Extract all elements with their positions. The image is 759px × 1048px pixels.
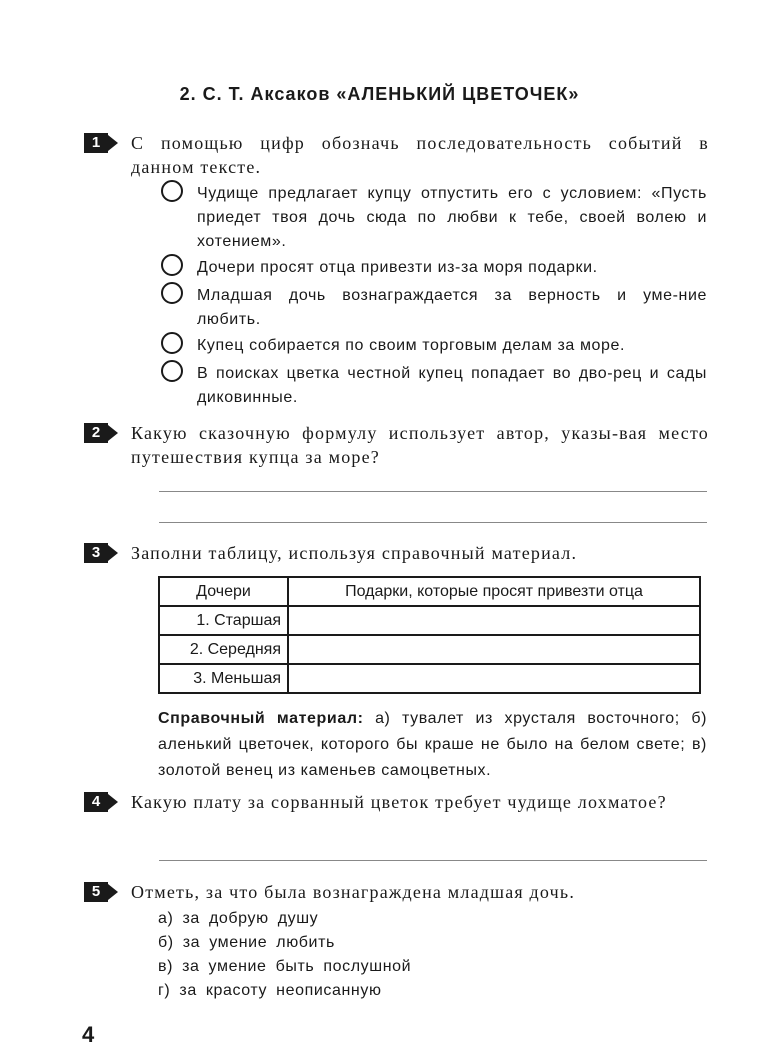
task-1-badge [84,133,120,153]
arrow-icon [108,884,118,900]
reference-material [158,706,707,784]
order-circle-4[interactable] [161,332,183,354]
answer-line[interactable] [159,491,707,492]
table-header-row [159,577,700,606]
table-cell-daughter: 1. Старшая [159,606,288,635]
answer-line[interactable] [159,860,707,861]
task-3-prompt: Заполни таблицу, используя справочный материал. [131,543,578,563]
page-number: 4 [82,1022,95,1047]
option-d[interactable]: г) за красоту неописанную [158,982,382,999]
order-circle-3[interactable] [161,282,183,304]
table-cell-answer[interactable] [288,664,700,693]
task-1-item-3: Младшая дочь вознаграждается за верность и уме-ние любить. [197,287,707,328]
task-2-badge [84,423,120,443]
answer-line[interactable] [159,522,707,523]
table-row [159,635,700,664]
table-row [159,606,700,635]
table-row [159,664,700,693]
task-5-prompt: Отметь, за что была вознаграждена младшая дочь. [131,882,576,902]
page-title: 2. С. Т. Аксаков «АЛЕНЬКИЙ ЦВЕТОЧЕК» [179,84,580,104]
table-cell-daughter: 3. Меньшая [159,664,288,693]
task-3-number: 3 [84,543,108,563]
option-a[interactable]: а) за добрую душу [158,910,319,927]
task-1-item-2: Дочери просят отца привезти из-за моря подарки. [197,259,598,276]
reference-label: Справочный материал: [158,710,364,727]
task-1-item-1: Чудище предлагает купцу отпустить его с условием: «Пусть приедет твоя дочь сюда по любви к тебе, своей волею и хотением». [197,185,707,250]
arrow-icon [108,425,118,441]
table-header-daughters: Дочери [159,577,288,606]
task-1-item-5: В поисках цветка честной купец попадает во дво-рец и сады диковинные. [197,365,707,406]
arrow-icon [108,794,118,810]
task-4-badge [84,792,120,812]
task-5-number: 5 [84,882,108,902]
table-cell-daughter: 2. Середняя [159,635,288,664]
task-1-prompt: С помощью цифр обозначь последовательность событий в данном тексте. [131,133,709,177]
task-3-badge [84,543,120,563]
task-1-number: 1 [84,133,108,153]
task-4-prompt: Какую плату за сорванный цветок требует чудище лохматое? [131,792,667,812]
arrow-icon [108,135,118,151]
order-circle-2[interactable] [161,254,183,276]
table-cell-answer[interactable] [288,606,700,635]
task-2-prompt: Какую сказочную формулу использует автор, указы-вая место путешествия купца за море? [131,423,709,467]
task-1-item-4: Купец собирается по своим торговым делам за море. [197,337,626,354]
task-2-number: 2 [84,423,108,443]
reference-text: а) тувалет из хрусталя восточного; б) аленький цветочек, которого бы краше не было на белом свете; в) золотой венец из каменьев самоцветных. [158,710,708,779]
option-c[interactable]: в) за умение быть послушной [158,958,412,975]
table-cell-answer[interactable] [288,635,700,664]
task-4-number: 4 [84,792,108,812]
option-b[interactable]: б) за умение любить [158,934,335,951]
table-header-gifts: Подарки, которые просят привезти отца [288,577,700,606]
order-circle-5[interactable] [161,360,183,382]
order-circle-1[interactable] [161,180,183,202]
daughters-gifts-table [158,576,701,694]
task-5-badge [84,882,120,902]
arrow-icon [108,545,118,561]
